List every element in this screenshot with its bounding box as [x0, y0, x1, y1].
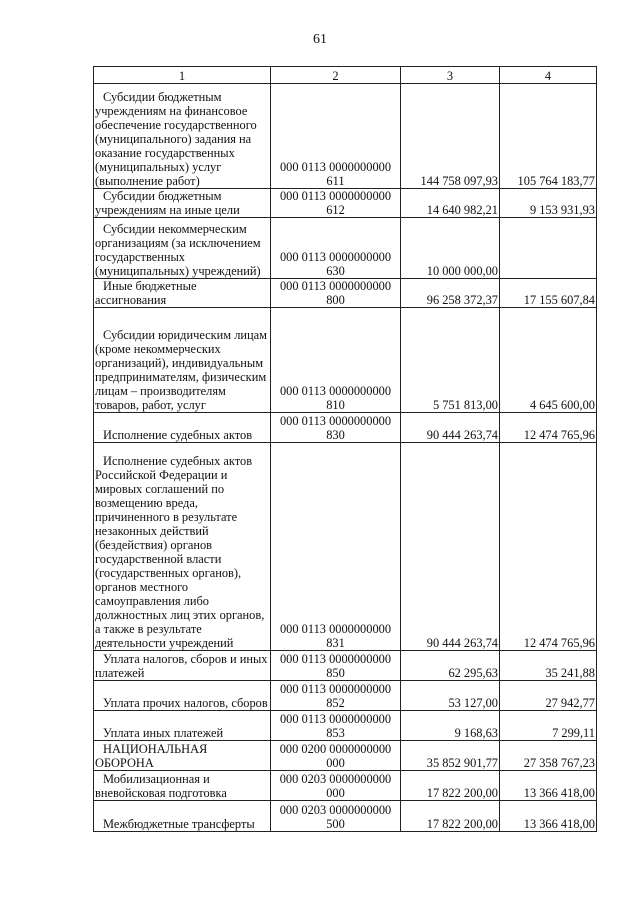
column-header: 2 [271, 67, 401, 84]
row-code [271, 771, 401, 801]
row-name: Субсидии некоммерческим организациям (за исключением государственных (муниципальных) учреждений) [94, 218, 271, 279]
row-code [271, 711, 401, 741]
code-type: 830 [326, 428, 345, 442]
table-row [94, 801, 597, 832]
row-value-col4: 12 474 765,96 [500, 443, 597, 651]
row-name: Субсидии бюджетным учреждениям на иные цели [94, 189, 271, 218]
code-main: 000 0113 0000000000 [279, 250, 392, 264]
row-value-col4: 7 299,11 [500, 711, 597, 741]
table-row [94, 711, 597, 741]
row-name: Исполнение судебных актов [94, 413, 271, 443]
row-value-col3: 90 444 263,74 [401, 413, 500, 443]
code-type: 630 [326, 264, 345, 278]
code-type: 800 [326, 293, 345, 307]
table-row [94, 443, 597, 651]
row-value-col4: 35 241,88 [500, 651, 597, 681]
table-row [94, 218, 597, 279]
code-type: 810 [326, 398, 345, 412]
row-name: НАЦИОНАЛЬНАЯ ОБОРОНА [94, 741, 271, 771]
column-header: 4 [500, 67, 597, 84]
column-header: 1 [94, 67, 271, 84]
row-code [271, 681, 401, 711]
row-name: Уплата налогов, сборов и иных платежей [94, 651, 271, 681]
row-name: Исполнение судебных актов Российской Федерации и мировых соглашений по возмещению вреда, причиненного в результате незаконных действий (бездействия) органов государственной власти (государственных органов), органов местного самоуправления либо должностных лиц этих органов, а также в результате деятельности учреждений [94, 443, 271, 651]
row-value-col4: 27 942,77 [500, 681, 597, 711]
row-value-col4: 105 764 183,77 [500, 84, 597, 189]
row-value-col4: 13 366 418,00 [500, 801, 597, 832]
row-code [271, 279, 401, 308]
row-name: Субсидии бюджетным учреждениям на финансовое обеспечение государственного (муниципального) задания на оказание государственных (муниципальных) услуг (выполнение работ) [94, 84, 271, 189]
row-value-col3: 144 758 097,93 [401, 84, 500, 189]
row-code [271, 443, 401, 651]
table-row [94, 189, 597, 218]
table-row [94, 308, 597, 413]
code-type: 000 [326, 786, 345, 800]
code-type: 852 [326, 696, 345, 710]
code-main: 000 0200 0000000000 [279, 742, 392, 756]
row-value-col3: 17 822 200,00 [401, 801, 500, 832]
budget-table [93, 66, 597, 832]
code-main: 000 0113 0000000000 [279, 160, 392, 174]
row-value-col3: 17 822 200,00 [401, 771, 500, 801]
row-code [271, 308, 401, 413]
code-main: 000 0203 0000000000 [279, 772, 392, 786]
row-value-col4: 27 358 767,23 [500, 741, 597, 771]
code-main: 000 0113 0000000000 [279, 652, 392, 666]
row-name: Межбюджетные трансферты [94, 801, 271, 832]
code-main: 000 0113 0000000000 [279, 414, 392, 428]
row-name: Субсидии юридическим лицам (кроме некоммерческих организаций), индивидуальным предпринимателям, физическим лицам – производителям товаров, работ, услуг [94, 308, 271, 413]
row-value-col3: 5 751 813,00 [401, 308, 500, 413]
code-type: 850 [326, 666, 345, 680]
row-value-col4: 12 474 765,96 [500, 413, 597, 443]
row-name: Иные бюджетные ассигнования [94, 279, 271, 308]
row-value-col3: 62 295,63 [401, 651, 500, 681]
code-type: 611 [326, 174, 345, 188]
row-value-col4: 17 155 607,84 [500, 279, 597, 308]
table-row [94, 681, 597, 711]
code-type: 500 [326, 817, 345, 831]
row-code [271, 218, 401, 279]
page-number: 61 [313, 32, 327, 47]
row-name: Уплата иных платежей [94, 711, 271, 741]
table-row [94, 279, 597, 308]
row-name: Мобилизационная и вневойсковая подготовка [94, 771, 271, 801]
row-value-col3: 10 000 000,00 [401, 218, 500, 279]
row-name: Уплата прочих налогов, сборов [94, 681, 271, 711]
code-type: 000 [326, 756, 345, 770]
table-row [94, 741, 597, 771]
table-row [94, 771, 597, 801]
column-header: 3 [401, 67, 500, 84]
code-main: 000 0113 0000000000 [279, 189, 392, 203]
table-row [94, 84, 597, 189]
code-main: 000 0113 0000000000 [279, 682, 392, 696]
row-value-col3: 90 444 263,74 [401, 443, 500, 651]
row-code [271, 413, 401, 443]
table-header-row [94, 67, 597, 84]
row-value-col4: 4 645 600,00 [500, 308, 597, 413]
row-value-col3: 35 852 901,77 [401, 741, 500, 771]
row-code [271, 651, 401, 681]
row-code [271, 801, 401, 832]
code-main: 000 0203 0000000000 [279, 803, 392, 817]
row-value-col3: 53 127,00 [401, 681, 500, 711]
row-code [271, 741, 401, 771]
code-main: 000 0113 0000000000 [279, 384, 392, 398]
row-value-col3: 9 168,63 [401, 711, 500, 741]
row-value-col3: 14 640 982,21 [401, 189, 500, 218]
code-type: 853 [326, 726, 345, 740]
code-main: 000 0113 0000000000 [279, 622, 392, 636]
row-value-col4 [500, 218, 597, 279]
row-value-col4: 13 366 418,00 [500, 771, 597, 801]
row-code [271, 189, 401, 218]
row-value-col3: 96 258 372,37 [401, 279, 500, 308]
table-row [94, 413, 597, 443]
code-main: 000 0113 0000000000 [279, 712, 392, 726]
code-type: 831 [326, 636, 345, 650]
code-type: 612 [326, 203, 345, 217]
table-row [94, 651, 597, 681]
code-main: 000 0113 0000000000 [279, 279, 392, 293]
row-value-col4: 9 153 931,93 [500, 189, 597, 218]
row-code [271, 84, 401, 189]
